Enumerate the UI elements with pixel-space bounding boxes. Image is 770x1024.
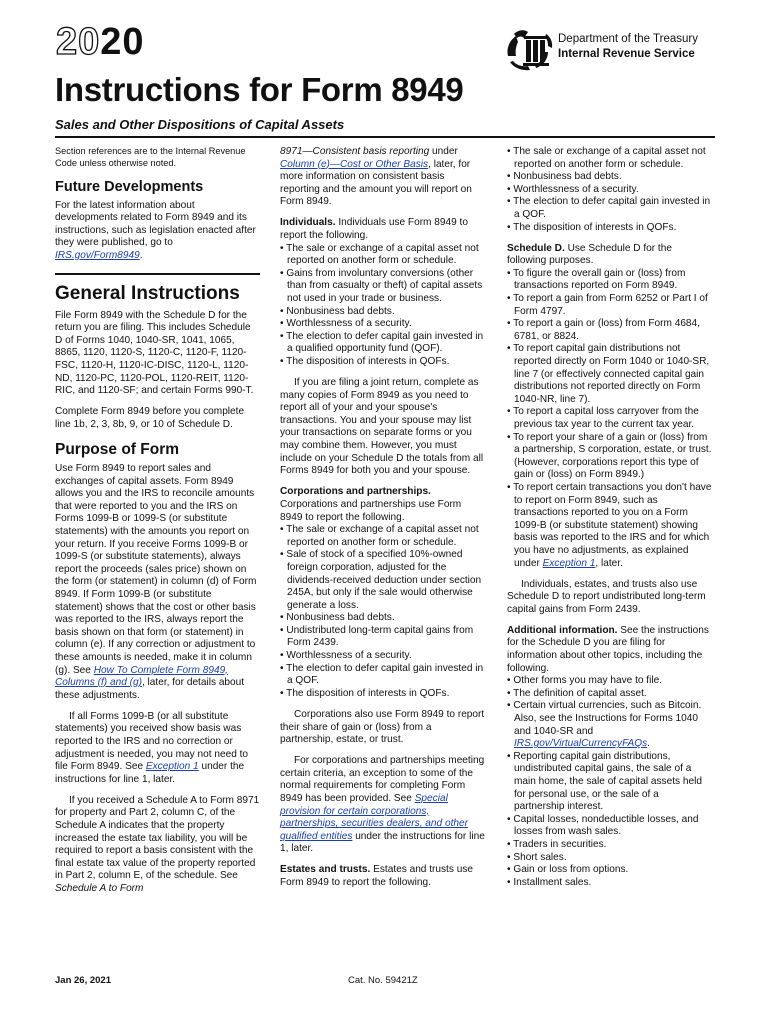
agency-department: Department of the Treasury bbox=[558, 33, 698, 45]
list-item: • To report a gain from Form 6252 or Part I of Form 4797. bbox=[507, 293, 708, 317]
purpose-p1-text: Use Form 8949 to report sales and exchanges of capital assets. Form 8949 allows you and the IRS to reconcile amounts that were reported to you and the IRS on Forms 1099-B or 1099-S (or substitute statements) with the amounts you report on your return. If you receive Forms 1099-B or 1099-S (or substitute statements), always report the proceeds (sales price) shown on the form (or statement) in column (d) of Form 8949. If Form 1099-B (or substitute statement) shows that the cost or other basis was reported to the IRS, always report the basis shown on that form (or statement) in column (e). If any correction or adjustment to these amounts is needed, make it in column (g). See bbox=[55, 463, 257, 676]
column-2 bbox=[280, 146, 485, 898]
individuals-label: Individuals. bbox=[280, 217, 336, 229]
exception-1-link-2[interactable]: Exception 1 bbox=[542, 557, 596, 569]
joint-return-paragraph: If you are filing a joint return, complete as many copies of Form 8949 as you need to report all of your and your spouse's transactions. You and your spouse may list your transactions on separate forms or you may combine them. However, you must include on your Schedule D the totals from all Forms 8949 for both you and your spouse. bbox=[280, 377, 484, 477]
list-item: • Traders in securities. bbox=[507, 838, 607, 850]
corporations-text: Corporations and partnerships use Form 8949 to report the following. bbox=[280, 498, 462, 523]
corporations-p2: Corporations also use Form 8949 to report their share of gain or (loss) from a partnership, estate, or trust. bbox=[280, 708, 485, 746]
individuals-paragraph bbox=[280, 217, 485, 368]
additional-info-label: Additional information. bbox=[507, 624, 618, 636]
general-p1: File Form 8949 with the Schedule D for the return you are filing. This includes Schedule D of Forms 1040, 1040-SR, 1041, 1065, 8865, 1120, 1120-S, 1120-C, 1120-F, 1120-FSC, 1120-H, 1120-IC-DISC, 1120-L, 1120-ND, 1120-PC, 1120-POL, 1120-REIT, 1120-RIC, and 1120-SF; and certain Forms 990-T. bbox=[55, 309, 254, 397]
list-item: • To report capital gain distributions not reported directly on Form 1040 or 1040-SR, line 7 (or effectively connected capital gain distributions not reported directly on Form 1040-NR, line 7). bbox=[507, 343, 710, 405]
list-item: • The sale or exchange of a capital asset not reported on another form or schedule. bbox=[280, 242, 479, 267]
special-provision-link[interactable]: Special provision for certain corporations, partnerships, securities dealers, and other qualified entities bbox=[280, 793, 468, 842]
purpose-p3-italic: Schedule A to Form bbox=[55, 883, 144, 894]
list-item: • Reporting capital gain distributions, undistributed capital gains, the sale of a main home, the sale of capital assets held for personal use, or the sale of a partnership interest. bbox=[507, 750, 702, 813]
corp-p3-text: For corporations and partnerships meeting certain criteria, an exception to some of the normal requirements for completing Form 8949 has been provided. See bbox=[280, 755, 485, 804]
list-item: • The definition of capital asset. bbox=[507, 687, 647, 699]
agency-block bbox=[558, 32, 698, 62]
future-text: For the latest information about developments related to Form 8949 and its instructions, such as legislation enacted after they were published, go to bbox=[55, 199, 256, 249]
list-item: • Worthlessness of a security. bbox=[280, 318, 412, 330]
list-item: • To report a gain or (loss) from Form 4684, 6781, or 8824. bbox=[507, 318, 700, 342]
how-to-complete-link[interactable]: How To Complete Form 8949, Columns (f) and (g) bbox=[55, 664, 228, 689]
list-item: • To report a capital loss carryover from the previous tax year to the current tax year. bbox=[507, 406, 699, 430]
list-item: • Other forms you may have to file. bbox=[507, 675, 663, 687]
list-item: • The sale or exchange of a capital asset not reported on another form or schedule. bbox=[280, 524, 479, 548]
list-item: • Worthlessness of a security. bbox=[507, 183, 639, 195]
list-item: • Nonbusiness bad debts. bbox=[280, 612, 395, 624]
list-item: • Nonbusiness bad debts. bbox=[280, 305, 395, 317]
schedule-d-paragraph bbox=[507, 243, 712, 570]
consistent-basis-italic: 8971—Consistent basis reporting bbox=[280, 146, 430, 157]
future-developments-text bbox=[55, 200, 260, 263]
purpose-p2-end: under the instructions for line 1, later. bbox=[55, 761, 245, 785]
list-item: • Sale of stock of a specified 10%-owned foreign corporation, adjusted for the dividends-received deduction under section 245A, but only if the sale would otherwise generate a loss. bbox=[280, 549, 482, 611]
irs-eagle-logo-icon bbox=[504, 26, 556, 74]
tax-year bbox=[56, 22, 145, 62]
future-developments-heading: Future Developments bbox=[55, 178, 204, 195]
corporations-p3 bbox=[280, 755, 485, 856]
list-item: • To report your share of a gain or (loss) from a partnership, S corporation, estate, or trust. (However, corporations report this type of gain or (loss) on Form 8949.) bbox=[507, 431, 712, 481]
general-p2: Complete Form 8949 before you complete line 1b, 2, 3, 8b, 9, or 10 of Schedule D. bbox=[55, 406, 245, 430]
general-instructions-heading: General Instructions bbox=[55, 273, 260, 305]
list-item: • Installment sales. bbox=[507, 876, 592, 888]
list-item: • The disposition of interests in QOFs. bbox=[280, 687, 450, 699]
virtual-currency-faq-link[interactable]: IRS.gov/VirtualCurrencyFAQs bbox=[514, 738, 648, 750]
purpose-p3 bbox=[55, 795, 260, 896]
corporations-label: Corporations and partnerships. bbox=[280, 486, 431, 498]
estates-list bbox=[507, 146, 712, 234]
schedule-d-text: Use Schedule D for the following purposes. bbox=[507, 242, 672, 267]
column-e-link[interactable]: Column (e)—Cost or Other Basis bbox=[280, 158, 429, 170]
list-item: • Short sales. bbox=[507, 851, 567, 863]
list-item: • Gains from involuntary conversions (other than from casualty or theft) of capital assets not used in your trade or business. bbox=[280, 267, 483, 305]
purpose-p1 bbox=[55, 463, 260, 702]
additional-info-text: See the instructions for the Schedule D you are filing for information about other topics, including the following. bbox=[507, 624, 709, 674]
estates-paragraph bbox=[280, 864, 485, 889]
list-item: • Nonbusiness bad debts. bbox=[507, 171, 622, 183]
list-item: • The election to defer capital gain invested in a QOF. bbox=[280, 662, 484, 687]
list-item: • Worthlessness of a security. bbox=[280, 650, 412, 662]
list-item: • The election to defer capital gain invested in a qualified opportunity fund (QOF). bbox=[280, 330, 484, 355]
irs-form8949-link[interactable]: IRS.gov/Form8949 bbox=[55, 250, 140, 262]
list-item: • The disposition of interests in QOFs. bbox=[507, 221, 677, 233]
list-item: • Undistributed long-term capital gains from Form 2439. bbox=[280, 624, 474, 649]
purpose-p2-text: If all Forms 1099-B (or all substitute statements) you received show basis was reported to the IRS and no correction or adjustment is needed, you may not need to file Form 8949. See bbox=[55, 710, 249, 773]
list-item: • Capital losses, nondeductible losses, and losses from wash sales. bbox=[507, 813, 699, 838]
list-item: • The disposition of interests in QOFs. bbox=[280, 356, 450, 367]
footer-cat-number: Cat. No. 59421Z bbox=[348, 975, 418, 986]
tax-year-outline: 20 bbox=[56, 21, 101, 63]
exception-1-link[interactable]: Exception 1 bbox=[145, 761, 199, 773]
corporations-paragraph bbox=[280, 486, 485, 700]
section-references: Section references are to the Internal Revenue Code unless otherwise noted. bbox=[55, 146, 246, 168]
future-end: . bbox=[139, 250, 143, 262]
tax-year-bold: 20 bbox=[100, 21, 145, 63]
purpose-p2 bbox=[55, 711, 260, 787]
purpose-heading: Purpose of Form bbox=[55, 441, 180, 458]
individuals-schedule-d-paragraph: Individuals, estates, and trusts also use Schedule D to report undistributed long-term capital gains from Form 2439. bbox=[507, 578, 706, 615]
agency-irs: Internal Revenue Service bbox=[558, 48, 695, 60]
page-title: Instructions for Form 8949 bbox=[55, 71, 464, 108]
corp-p3-end: under the instructions for line 1, later. bbox=[280, 830, 485, 855]
header-divider bbox=[55, 136, 715, 138]
list-item: • The sale or exchange of a capital asset not reported on another form or schedule. bbox=[507, 146, 706, 170]
list-item: • To report certain transactions you don't have to report on Form 8949, such as transactions reported to you on a Form 1099-B (or substitute statement) showing basis was reported to the IRS and for which you have no adjustments, as explained under Exception 1, later. bbox=[507, 481, 712, 569]
list-item: • To figure the overall gain or (loss) from transactions reported on Form 8949. bbox=[507, 267, 686, 292]
list-item: • Gain or loss from options. bbox=[507, 864, 629, 876]
purpose-p1-end: , later, for details about these adjustments. bbox=[55, 677, 245, 701]
additional-info-paragraph bbox=[507, 625, 712, 889]
column-3 bbox=[507, 146, 712, 898]
footer-date: Jan 26, 2021 bbox=[55, 975, 111, 986]
consistent-basis-under: under bbox=[429, 146, 458, 157]
consistent-basis-paragraph bbox=[280, 146, 485, 209]
individuals-text: Individuals use Form 8949 to report the following. bbox=[280, 217, 468, 242]
estates-label: Estates and trusts. bbox=[280, 864, 371, 876]
list-item: • The election to defer capital gain invested in a QOF. bbox=[507, 196, 711, 220]
purpose-p3-text: If you received a Schedule A to Form 8971 for property and Part 2, column C, of the Schedule A indicates that the property increased the estate tax liability, you will be required to report a basis consistent with the final estate tax value of the property reported in Part 2, column E, of the schedule. See bbox=[55, 794, 260, 882]
list-item: • Certain virtual currencies, such as Bitcoin. Also, see the Instructions for Forms 1040 and 1040-SR and IRS.gov/VirtualCurrencyFAQs. bbox=[507, 700, 702, 750]
page-subtitle: Sales and Other Dispositions of Capital Assets bbox=[55, 117, 345, 132]
consistent-basis-rest: , later, for more information on consistent basis reporting and the amount you will report on Form 8949. bbox=[280, 158, 472, 208]
estates-text: Estates and trusts use Form 8949 to report the following. bbox=[280, 864, 473, 889]
column-1 bbox=[55, 146, 260, 904]
schedule-d-label: Schedule D. bbox=[507, 242, 565, 254]
